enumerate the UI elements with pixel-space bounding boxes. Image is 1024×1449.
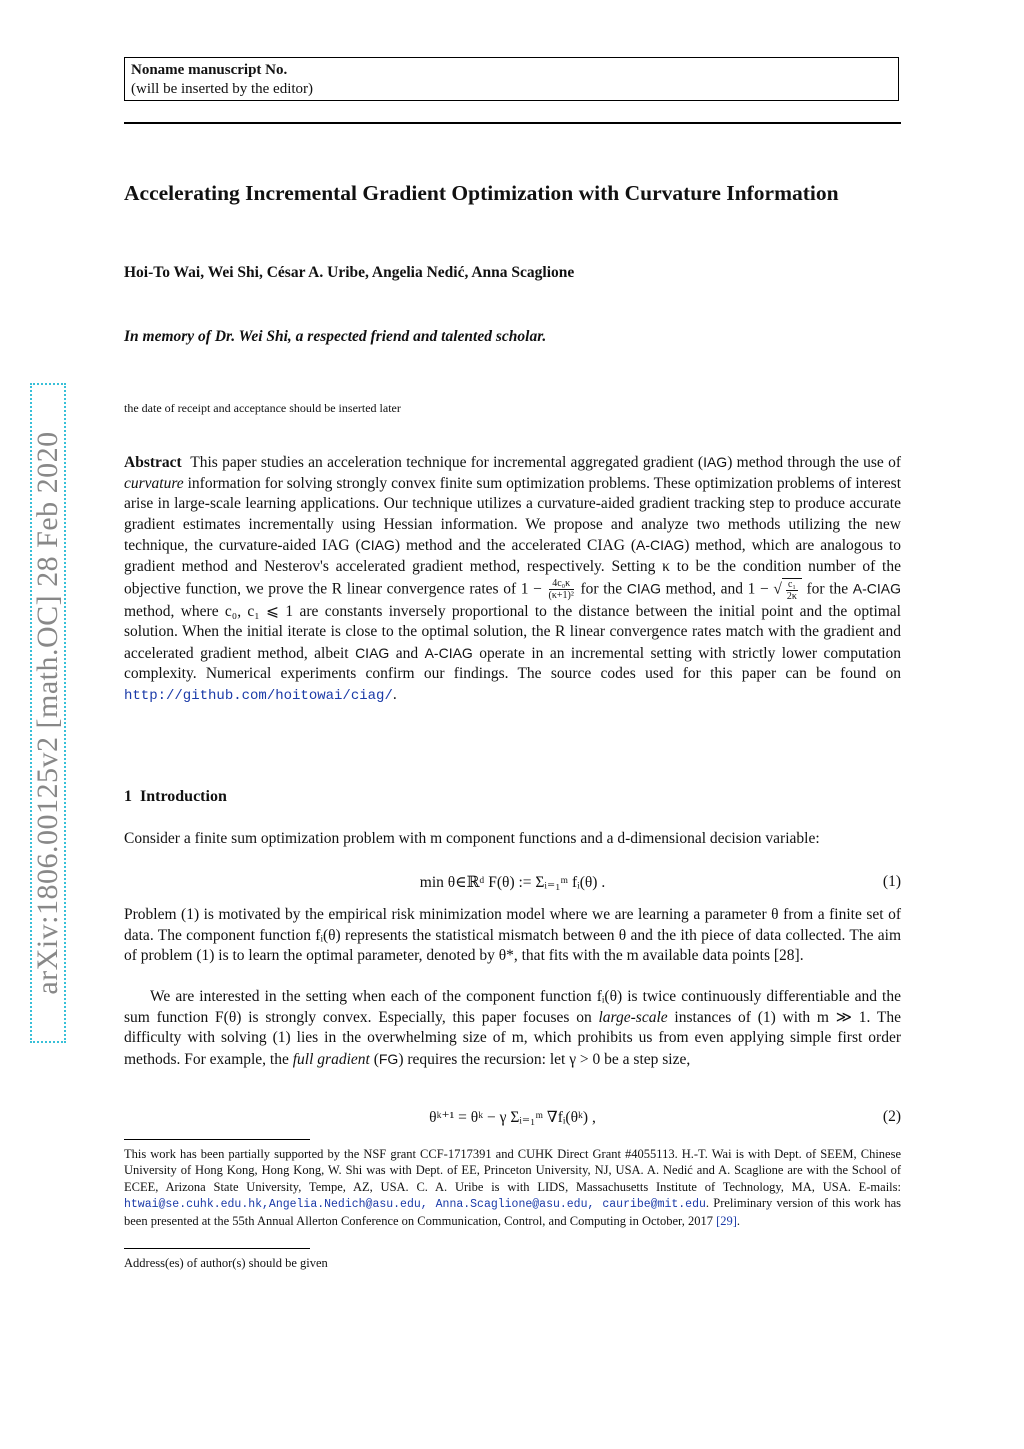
footnote-text: This work has been partially supported by the NSF grant CCF-1717391 and CUHK Direct Grant #4055113. H.-T. Wai is with Dept. of SEEM, Chinese University of Hong Kong, Hong Kong, W. Shi was with Dept. of EE, Princeton University, NJ, USA. A. Nedić and A. Scaglione are with the School of ECEE, Arizona State University, Tempe, AZ, USA. C. A. Uribe is with LIDS, Massachusetts Institute of Technology, MA, USA. E-mails: bbox=[124, 1147, 901, 1194]
ciag-label: CIAG bbox=[360, 537, 395, 554]
memorial-note: In memory of Dr. Wei Shi, a respected friend and talented scholar. bbox=[124, 328, 547, 345]
abstract-text: for the bbox=[575, 580, 627, 598]
fraction-numerator: c₁ bbox=[787, 578, 796, 590]
equation-1-body: min θ∈ℝᵈ F(θ) := Σᵢ₌₁ᵐ fᵢ(θ) . bbox=[419, 874, 606, 891]
fraction-numerator: 4c₀κ bbox=[549, 578, 574, 590]
footnote-text: . bbox=[736, 1214, 741, 1229]
footnote-text: . Preliminary version of this work has been presented at the 55th Annual Allerton Conference on Communication, Control, and Computing in October, 2017 bbox=[124, 1195, 901, 1229]
iag-label: IAG bbox=[703, 454, 728, 470]
header-rule bbox=[124, 122, 901, 124]
abstract-text: method, where c₀, c₁ ⩽ 1 are constants inversely proportional to the distance between the initial point and the optimal solution. When the initial iterate is close to the optimal solution, the R linear convergence rates match with the gradient and accelerated gradient method, albeit bbox=[124, 602, 901, 662]
equation-2-body: θᵏ⁺¹ = θᵏ − γ Σᵢ₌₁ᵐ ∇fᵢ(θᵏ) , bbox=[429, 1109, 596, 1126]
abstract-text: . bbox=[392, 685, 397, 703]
intro-paragraph-1: Consider a finite sum optimization problem with m component functions and a d-dimensional decision variable: bbox=[124, 830, 820, 847]
para-emph: full gradient bbox=[292, 1050, 370, 1068]
source-code-link[interactable]: http://github.com/hoitowai/ciag/ bbox=[124, 687, 393, 704]
para-text: ) requires the recursion: let γ > 0 be a step size, bbox=[398, 1050, 691, 1068]
sqrt-term bbox=[782, 578, 802, 602]
date-note: the date of receipt and acceptance should be inserted later bbox=[124, 401, 401, 415]
abstract-text: and bbox=[389, 644, 425, 662]
fraction-denominator: (κ+1)² bbox=[548, 590, 574, 602]
para-emph: large-scale bbox=[598, 1008, 668, 1026]
arxiv-id: arXiv:1806.00125v2 [math.OC] 28 Feb 2020 bbox=[31, 431, 64, 995]
ciag-label: CIAG bbox=[355, 644, 390, 661]
equation-1-number: (1) bbox=[882, 873, 901, 890]
ciag-label: CIAG bbox=[626, 580, 662, 597]
sqrt-fraction bbox=[786, 579, 798, 602]
section-number: 1 bbox=[124, 788, 132, 805]
manuscript-line2: (will be inserted by the editor) bbox=[131, 81, 314, 97]
aciag-label: A-CIAG bbox=[852, 580, 902, 597]
abstract-emph: curvature bbox=[124, 474, 184, 492]
abstract-text: ) method, which are analogous to gradient method and Nesterov's accelerated gradient method, respectively. Setting κ to be the condition number of the objective function, we prove the R linear convergence rates of 1 − bbox=[124, 537, 902, 598]
intro-paragraph-2: Problem (1) is motivated by the empirical risk minimization model where we are learning a parameter θ from a finite set of data. The component function fᵢ(θ) represents the statistical mismatch between θ and the ith piece of data collected. The aim of problem (1) is to learn the optimal parameter, denoted by θ*, that fits with the m available data points [28]. bbox=[124, 906, 901, 965]
equation-2-number: (2) bbox=[882, 1108, 901, 1125]
footnote-emails[interactable]: htwai@se.cuhk.edu.hk,Angelia.Nedich@asu.edu, Anna.Scaglione@asu.edu, cauribe@mit.edu bbox=[124, 1197, 706, 1211]
fg-label: FG bbox=[378, 1050, 399, 1067]
abstract-heading: Abstract bbox=[124, 454, 182, 471]
abstract-text: This paper studies an acceleration technique for incremental aggregated gradient ( bbox=[190, 454, 704, 471]
abstract-text: method, and 1 − bbox=[661, 580, 774, 598]
abstract: Abstract This paper studies an acceleration technique for incremental aggregated gradient (IAG) method through the use of curvature information for solving strongly convex finite sum optimization problems. These optimization problems of interest arise in large-scale learning applications. Our technique utilizes a curvature-aided gradient tracking step to produce accurate gradient estimates incrementally using Hessian information. We propose and analyze two methods utilizing the new technique, the curvature-aided IAG (CIAG) method and the accelerated CIAG (A-CIAG) method, which are analogous to gradient method and Nesterov's accelerated gradient method, respectively. Setting κ to be the condition number of the objective function, we prove the R linear convergence rates of 1 − $\frac{\text{4c₀κ}}{\text{(κ+1)²}}$ for the CIAG method, and 1 − √ $\frac{\text{c₁}}{2\kappa}$ for the A-CIAG method, where c₀, c₁ ⩽ 1 are constants inversely proportional to the distance between the initial point and the optimal solution. When the initial iterate is close to the optimal solution, the R linear convergence rates match with the gradient and accelerated gradient method, albeit CIAG and A-CIAG operate in an incremental setting with strictly lower computation complexity. Numerical experiments confirm our findings. The source codes used for this paper can be found on http://github.com/hoitowai/ciag/. bbox=[124, 454, 902, 704]
footnote-rule bbox=[124, 1139, 310, 1140]
abstract-text: ) method through the use of bbox=[727, 454, 901, 471]
para-text: We are interested in the setting when each of the component function fᵢ(θ) is twice continuously differentiable and the sum function F(θ) is strongly convex. Especially, this paper focuses on bbox=[124, 988, 901, 1026]
para-text: instances of (1) with m ≫ 1. The difficulty with solving (1) lies in the overwhelming size of m, which prohibits us from even applying simple first order methods. For example, the bbox=[124, 1008, 901, 1068]
manuscript-line1: Noname manuscript No. bbox=[131, 62, 288, 78]
abstract-text: information for solving strongly convex finite sum optimization problems. These optimization problems of interest arise in large-scale learning applications. Our technique utilizes a curvature-aided gradient tracking step to produce accurate gradient estimates incrementally using Hessian information. We propose and analyze two methods utilizing the new technique, the curvature-aided IAG ( bbox=[124, 474, 901, 555]
footnote bbox=[124, 1146, 901, 1229]
address-note: Address(es) of author(s) should be given bbox=[124, 1256, 328, 1270]
rate-fraction bbox=[549, 578, 574, 601]
author-list: Hoi-To Wai, Wei Shi, César A. Uribe, Angelia Nedić, Anna Scaglione bbox=[124, 264, 575, 281]
intro-paragraph-3 bbox=[124, 987, 901, 1070]
section-heading bbox=[124, 788, 227, 806]
arxiv-sidebar bbox=[30, 383, 66, 1043]
aciag-label: A-CIAG bbox=[424, 644, 473, 661]
manuscript-box bbox=[124, 57, 899, 101]
para-text: ( bbox=[369, 1050, 379, 1068]
section-title: Introduction bbox=[140, 788, 227, 805]
fraction-denominator: 2κ bbox=[786, 590, 797, 602]
paper-title: Accelerating Incremental Gradient Optimization with Curvature Information bbox=[124, 181, 839, 205]
footnote-citation[interactable]: [29] bbox=[716, 1214, 737, 1229]
abstract-text: for the bbox=[801, 580, 853, 598]
abstract-text: operate in an incremental setting with strictly lower computation complexity. Numerical experiments confirm our findings. The source codes used for this paper can be found on bbox=[124, 644, 901, 683]
abstract-text: ) method and the accelerated CIAG ( bbox=[394, 537, 637, 555]
address-rule bbox=[124, 1248, 310, 1249]
aciag-label: A-CIAG bbox=[636, 537, 685, 554]
